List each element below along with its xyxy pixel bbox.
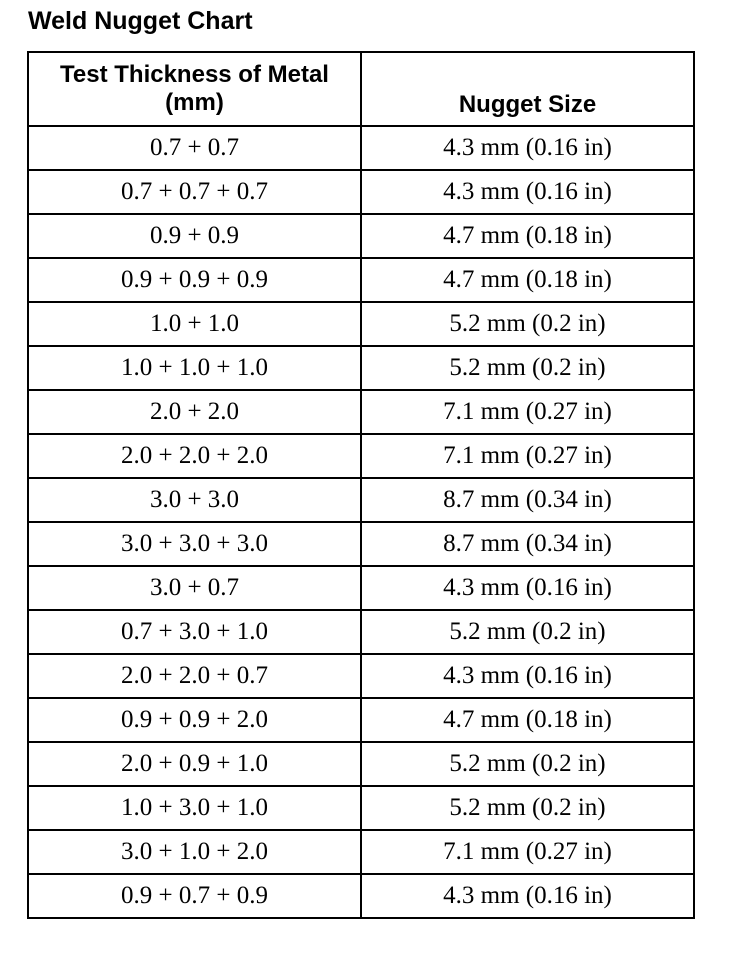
thickness-cell: 0.9 + 0.9 bbox=[28, 214, 361, 258]
table-row bbox=[28, 786, 694, 830]
table-header-row bbox=[28, 52, 694, 126]
nugget-size-cell: 5.2 mm (0.2 in) bbox=[361, 610, 694, 654]
column-header-nugget-size: Nugget Size bbox=[361, 52, 694, 126]
nugget-size-cell: 4.3 mm (0.16 in) bbox=[361, 566, 694, 610]
nugget-size-cell: 8.7 mm (0.34 in) bbox=[361, 478, 694, 522]
nugget-size-cell: 4.3 mm (0.16 in) bbox=[361, 170, 694, 214]
thickness-cell: 3.0 + 3.0 bbox=[28, 478, 361, 522]
nugget-size-cell: 4.7 mm (0.18 in) bbox=[361, 698, 694, 742]
thickness-cell: 3.0 + 0.7 bbox=[28, 566, 361, 610]
thickness-cell: 2.0 + 0.9 + 1.0 bbox=[28, 742, 361, 786]
nugget-size-cell: 5.2 mm (0.2 in) bbox=[361, 302, 694, 346]
table-row bbox=[28, 654, 694, 698]
weld-nugget-table bbox=[27, 51, 695, 919]
nugget-size-cell: 7.1 mm (0.27 in) bbox=[361, 830, 694, 874]
nugget-size-cell: 7.1 mm (0.27 in) bbox=[361, 434, 694, 478]
table-row bbox=[28, 170, 694, 214]
table-body bbox=[28, 126, 694, 918]
table-row bbox=[28, 390, 694, 434]
thickness-cell: 2.0 + 2.0 + 2.0 bbox=[28, 434, 361, 478]
table-row bbox=[28, 522, 694, 566]
table-row bbox=[28, 610, 694, 654]
thickness-cell: 0.7 + 0.7 bbox=[28, 126, 361, 170]
table-row bbox=[28, 434, 694, 478]
table-row bbox=[28, 566, 694, 610]
nugget-size-cell: 7.1 mm (0.27 in) bbox=[361, 390, 694, 434]
thickness-cell: 0.9 + 0.9 + 2.0 bbox=[28, 698, 361, 742]
thickness-cell: 0.7 + 3.0 + 1.0 bbox=[28, 610, 361, 654]
table-row bbox=[28, 302, 694, 346]
nugget-size-cell: 4.3 mm (0.16 in) bbox=[361, 874, 694, 918]
table-row bbox=[28, 698, 694, 742]
table-row bbox=[28, 742, 694, 786]
column-header-thickness: Test Thickness of Metal (mm) bbox=[28, 52, 361, 126]
thickness-cell: 0.9 + 0.9 + 0.9 bbox=[28, 258, 361, 302]
nugget-size-cell: 4.7 mm (0.18 in) bbox=[361, 258, 694, 302]
nugget-size-cell: 5.2 mm (0.2 in) bbox=[361, 742, 694, 786]
thickness-cell: 3.0 + 3.0 + 3.0 bbox=[28, 522, 361, 566]
thickness-cell: 3.0 + 1.0 + 2.0 bbox=[28, 830, 361, 874]
table-row bbox=[28, 830, 694, 874]
table-row bbox=[28, 258, 694, 302]
table-row bbox=[28, 478, 694, 522]
nugget-size-cell: 4.3 mm (0.16 in) bbox=[361, 654, 694, 698]
thickness-cell: 2.0 + 2.0 bbox=[28, 390, 361, 434]
thickness-cell: 1.0 + 1.0 + 1.0 bbox=[28, 346, 361, 390]
table-row bbox=[28, 214, 694, 258]
nugget-size-cell: 5.2 mm (0.2 in) bbox=[361, 786, 694, 830]
thickness-cell: 1.0 + 1.0 bbox=[28, 302, 361, 346]
page-title: Weld Nugget Chart bbox=[28, 7, 253, 35]
table-row bbox=[28, 126, 694, 170]
thickness-cell: 1.0 + 3.0 + 1.0 bbox=[28, 786, 361, 830]
thickness-cell: 0.9 + 0.7 + 0.9 bbox=[28, 874, 361, 918]
nugget-size-cell: 4.3 mm (0.16 in) bbox=[361, 126, 694, 170]
table-row bbox=[28, 346, 694, 390]
table-row bbox=[28, 874, 694, 918]
thickness-cell: 2.0 + 2.0 + 0.7 bbox=[28, 654, 361, 698]
thickness-cell: 0.7 + 0.7 + 0.7 bbox=[28, 170, 361, 214]
nugget-size-cell: 8.7 mm (0.34 in) bbox=[361, 522, 694, 566]
nugget-size-cell: 5.2 mm (0.2 in) bbox=[361, 346, 694, 390]
nugget-size-cell: 4.7 mm (0.18 in) bbox=[361, 214, 694, 258]
